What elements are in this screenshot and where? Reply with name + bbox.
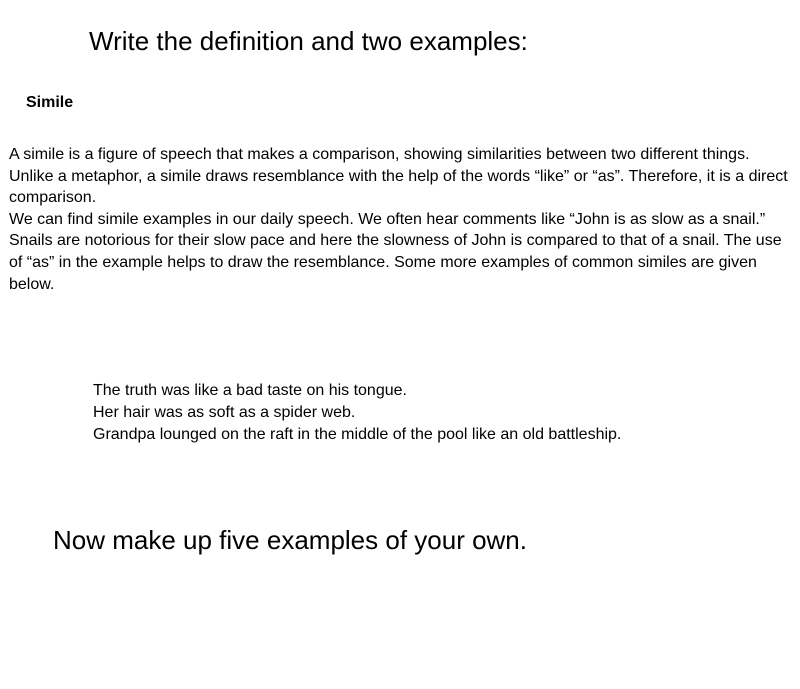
definition-text: [9, 144, 794, 295]
example-item: The truth was like a bad taste on his tongue.: [93, 382, 407, 399]
examples-list: [93, 380, 621, 446]
term-title: Simile: [26, 94, 74, 111]
instruction-text: Now make up five examples of your own.: [53, 525, 527, 555]
page-heading: Write the definition and two examples:: [89, 26, 528, 56]
example-item: Her hair was as soft as a spider web.: [93, 404, 356, 421]
definition-paragraph: We can find simile examples in our daily speech. We often hear comments like “John is as slow as a snail.” Snails are notorious for their slow pace and here the slowness of John is compared to that of a snail. The use of “as” in the example helps to draw the resemblance. Some more examples of common similes are given below.: [9, 210, 782, 293]
definition-paragraph: A simile is a figure of speech that makes a comparison, showing similarities between two different things. Unlike a metaphor, a simile draws resemblance with the help of the words “like” or “as”. Therefore, it is a direct comparison.: [9, 146, 788, 207]
example-item: Grandpa lounged on the raft in the middle of the pool like an old battleship.: [93, 426, 622, 443]
